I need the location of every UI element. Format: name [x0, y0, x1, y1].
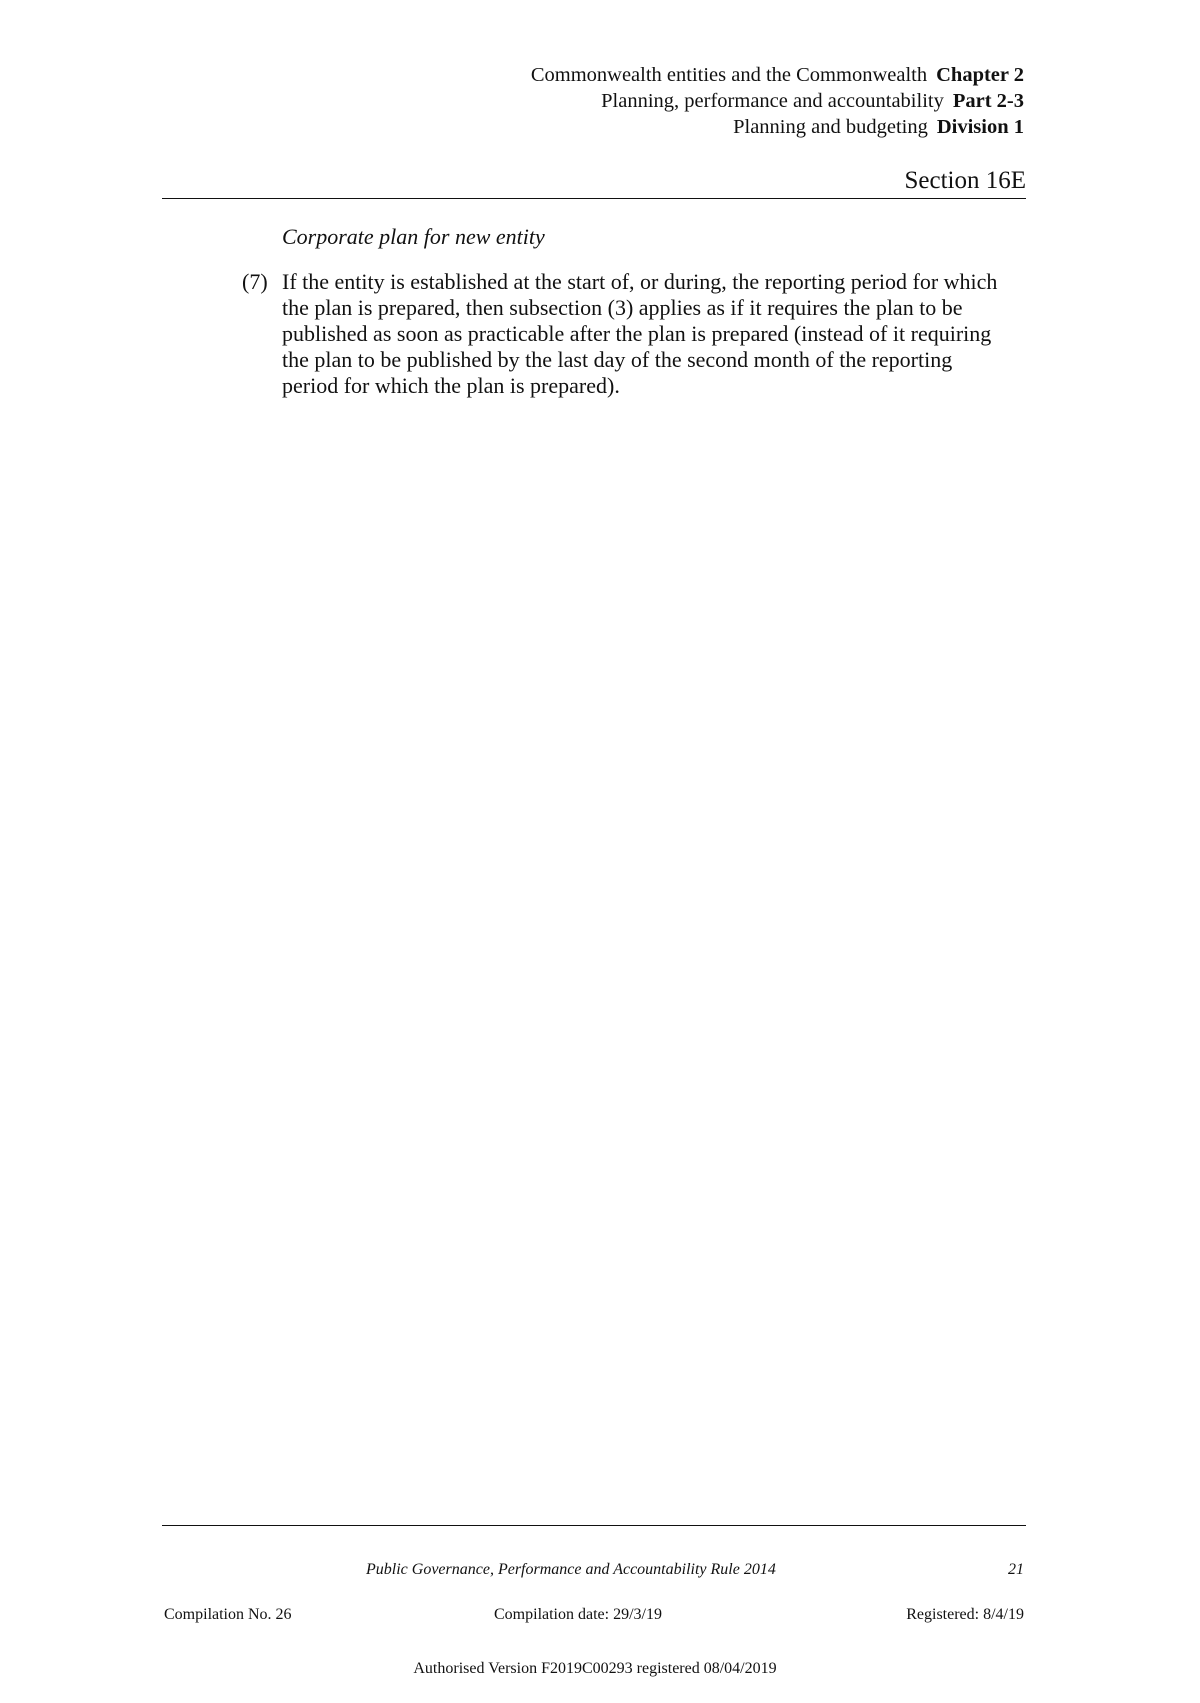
authorised-version: Authorised Version F2019C00293 registered 08/04/2019	[413, 1660, 777, 1677]
page-number: 21	[1008, 1561, 1024, 1578]
section-title: Section 16E	[904, 167, 1026, 194]
header-division-label: Division 1	[936, 116, 1024, 138]
footer-document-title: Public Governance, Performance and Accountability Rule 2014	[366, 1561, 776, 1578]
subsection-text-line: period for which the plan is prepared).	[282, 373, 620, 398]
header-part-text: Planning, performance and accountability	[601, 90, 944, 112]
subsection-text-line: If the entity is established at the start of, or during, the reporting period for which	[282, 269, 998, 294]
subsection-text-line: published as soon as practicable after the plan is prepared (instead of it requiring	[282, 321, 992, 346]
subsection-heading: Corporate plan for new entity	[282, 224, 545, 249]
header-part-label: Part 2-3	[952, 90, 1024, 112]
registered-date: Registered: 8/4/19	[906, 1606, 1024, 1623]
footer-rule	[162, 1525, 1026, 1526]
header-chapter-line	[531, 63, 1024, 87]
subsection-text	[282, 269, 1022, 399]
header-part-line	[601, 89, 1024, 113]
compilation-number: Compilation No. 26	[164, 1606, 292, 1623]
compilation-date: Compilation date: 29/3/19	[494, 1606, 662, 1623]
subsection-text-line: the plan is prepared, then subsection (3) applies as if it requires the plan to be	[282, 295, 963, 320]
header-chapter-label: Chapter 2	[936, 64, 1024, 86]
header-division-line	[733, 115, 1024, 139]
header-rule	[162, 198, 1026, 199]
subsection-text-line: the plan to be published by the last day of the second month of the reporting	[282, 347, 953, 372]
header-chapter-text: Commonwealth entities and the Commonwealth	[530, 64, 928, 86]
header-division-text: Planning and budgeting	[733, 116, 928, 138]
subsection-number: (7)	[242, 269, 268, 294]
